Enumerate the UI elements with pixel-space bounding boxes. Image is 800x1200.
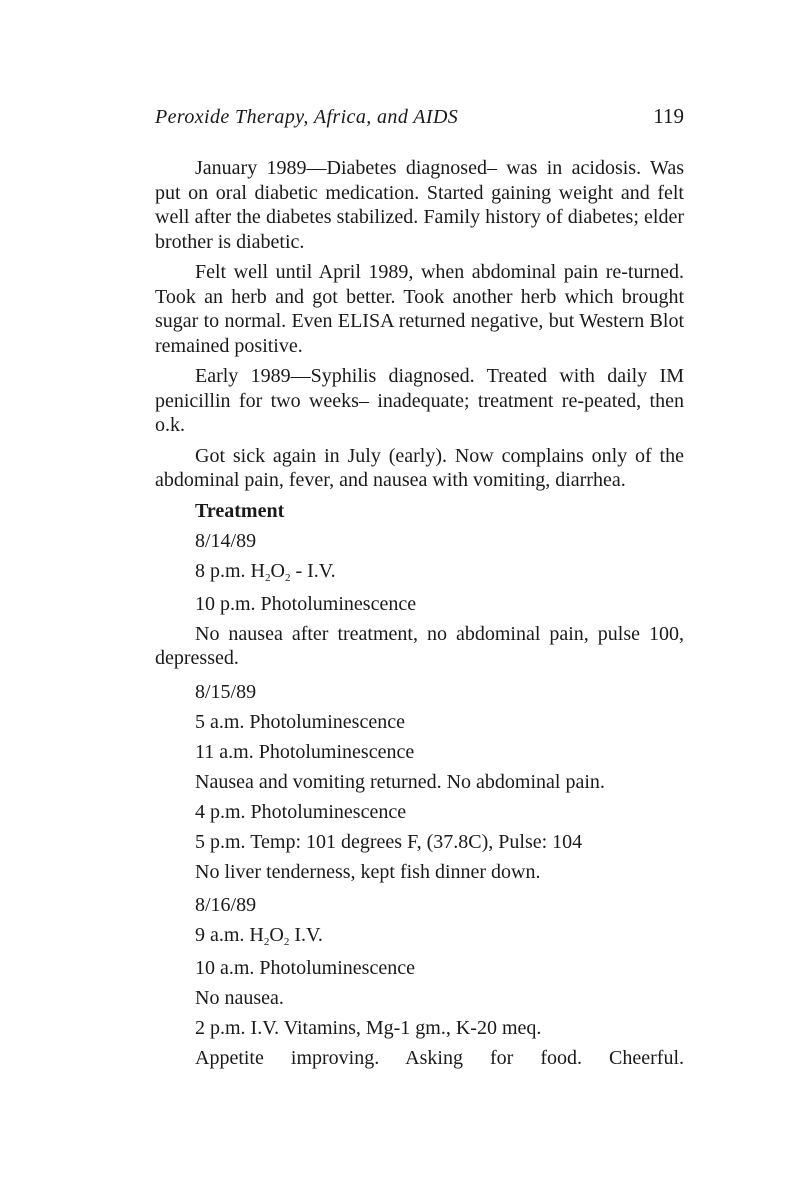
treatment-log: [155, 499, 684, 1071]
running-header: [155, 104, 684, 138]
h2o2-entry: 8 p.m. $H_2O_2 - I.V$.: [195, 559, 336, 584]
book-page: [155, 104, 684, 1076]
photoluminescence-entry: 5 a.m. Photoluminescence: [195, 710, 405, 733]
paragraph-abdominal-pain: Felt well until April 1989, when abdominal pain re-turned. Took an herb and got better. Took another herb which brought sugar to normal. Even ELISA returned negative, but Western Blot remained positive.: [155, 261, 684, 357]
h2o2-entry: 9 a.m. $H_2O_2$ I.V.: [195, 924, 323, 948]
observation-note: Appetite improving. Asking for food. Cheerful.: [195, 1047, 684, 1069]
photoluminescence-entry: 10 a.m. Photoluminescence: [195, 957, 415, 979]
observation-note: No nausea.: [195, 987, 284, 1009]
observation-note: No nausea after treatment, no abdominal pain, pulse 100, depressed.: [155, 622, 684, 669]
photoluminescence-entry: 11 a.m. Photoluminescence: [195, 740, 415, 763]
running-title: Peroxide Therapy, Africa, and AIDS: [155, 106, 459, 128]
date-entry: 8/15/89: [195, 680, 257, 703]
photoluminescence-entry: 4 p.m. Photoluminescence: [195, 800, 407, 823]
vitamins-entry: 2 p.m. I.V. Vitamins, Mg-1 gm., K-20 meq.: [195, 1017, 542, 1039]
vitals-entry: 5 p.m. Temp: 101 degrees F, (37.8C), Pulse: 104: [195, 830, 583, 853]
observation-note: Nausea and vomiting returned. No abdominal pain.: [195, 770, 605, 793]
observation-note: No liver tenderness, kept fish dinner down.: [195, 860, 541, 883]
date-entry: 8/14/89: [195, 529, 257, 552]
treatment-heading: Treatment: [195, 499, 285, 522]
paragraph-july-illness: Got sick again in July (early). Now complains only of the abdominal pain, fever, and nausea with vomiting, diarrhea.: [155, 444, 684, 491]
date-entry: 8/16/89: [195, 894, 257, 916]
paragraph-diabetes: January 1989—Diabetes diagnosed– was in acidosis. Was put on oral diabetic medication. Started gaining weight and felt well after the diabetes stabilized. Family history of diabetes; elder brother is diabetic.: [155, 157, 684, 253]
photoluminescence-entry: 10 p.m. Photoluminescence: [195, 592, 417, 615]
page-number: 119: [653, 104, 684, 128]
paragraph-syphilis: Early 1989—Syphilis diagnosed. Treated with daily IM penicillin for two weeks– inadequate; treatment re-peated, then o.k.: [155, 365, 684, 436]
